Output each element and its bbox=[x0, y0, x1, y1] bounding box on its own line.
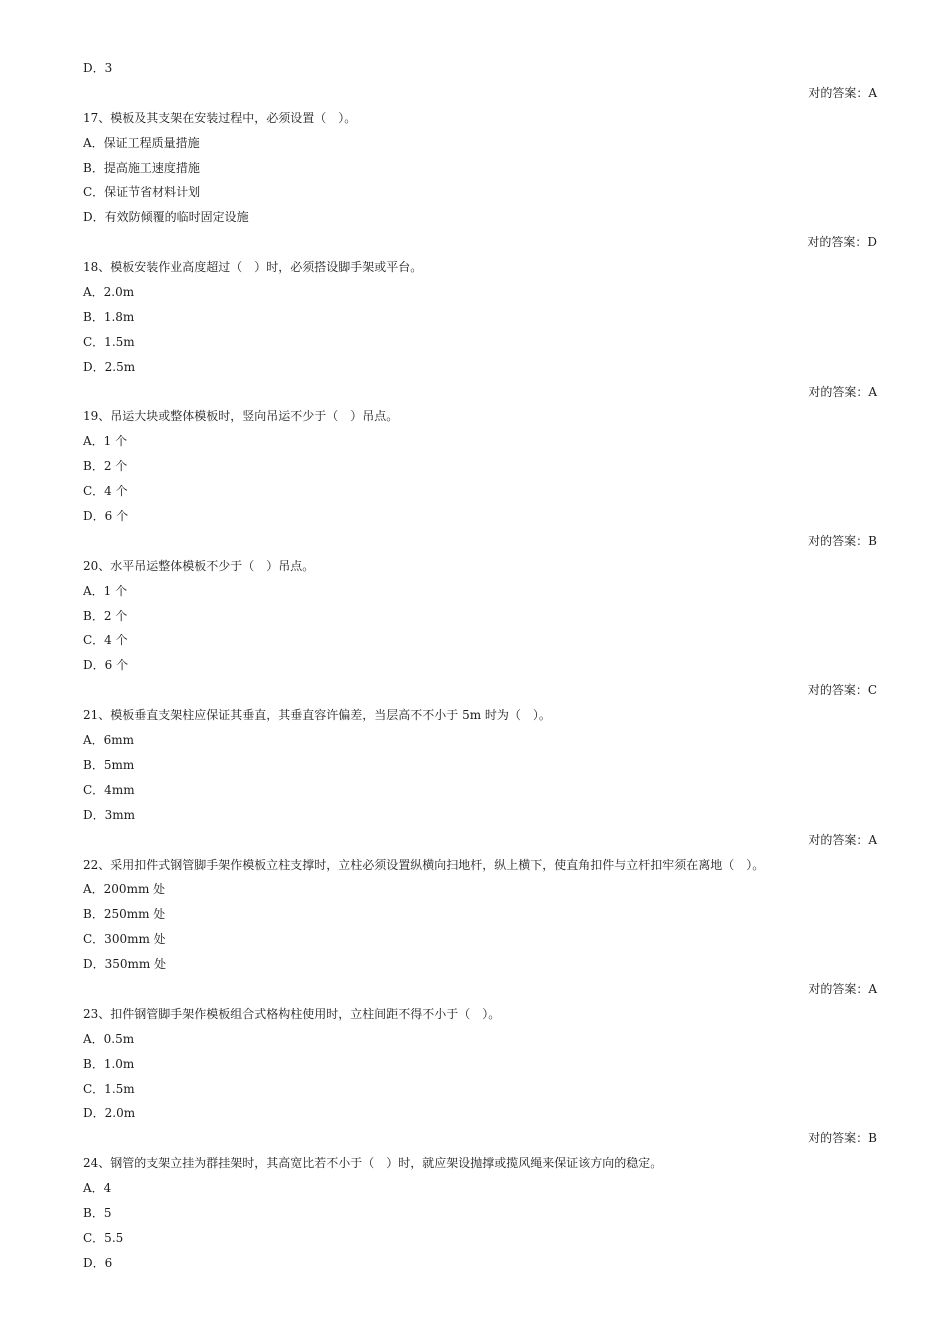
option-d: D．2.0m bbox=[83, 1106, 136, 1121]
option-a: A．1 个 bbox=[83, 583, 128, 598]
answer-label: 对的答案：C bbox=[807, 683, 877, 698]
document-page bbox=[83, 56, 877, 1276]
option-a: A．4 bbox=[83, 1181, 112, 1196]
option-a: A．保证工程质量措施 bbox=[83, 135, 200, 150]
option-d: D．3mm bbox=[83, 807, 136, 822]
answer-label: 对的答案：A bbox=[808, 384, 877, 399]
question-stem: 17、模板及其支架在安装过程中，必须设置（ ）。 bbox=[83, 110, 357, 125]
question-block bbox=[83, 1151, 877, 1275]
option-b: B．2 个 bbox=[83, 459, 128, 474]
question-block bbox=[83, 255, 877, 404]
option-b: B．1.8m bbox=[83, 309, 135, 324]
option-d: D．2.5m bbox=[83, 359, 136, 374]
option-b: B．1.0m bbox=[83, 1056, 135, 1071]
question-stem: 18、模板安装作业高度超过（ ）时，必须搭设脚手架或平台。 bbox=[83, 260, 423, 275]
option-b: B．250mm 处 bbox=[83, 907, 166, 922]
question-stem: 21、模板垂直支架柱应保证其垂直，其垂直容许偏差，当层高不不小于 5m 时为（ ）。 bbox=[83, 708, 551, 723]
option-a: A．0.5m bbox=[83, 1031, 135, 1046]
option-d: D．6 个 bbox=[83, 509, 129, 524]
option-c: C．4mm bbox=[83, 782, 135, 797]
option-a: A．200mm 处 bbox=[83, 882, 166, 897]
question-stem: 19、吊运大块或整体模板时，竖向吊运不少于（ ）吊点。 bbox=[83, 409, 399, 424]
question-stem: 22、采用扣件式钢管脚手架作模板立柱支撑时，立柱必须设置纵横向扫地杆，纵上横下，使直角扣件与立杆扣牢须在离地（ ）。 bbox=[83, 857, 765, 872]
option-c: C．4 个 bbox=[83, 484, 128, 499]
option-d: D．6 个 bbox=[83, 658, 129, 673]
option-b: B．提高施工速度措施 bbox=[83, 160, 200, 175]
option-c: C．5.5 bbox=[83, 1230, 124, 1245]
option-c: C．1.5m bbox=[83, 1081, 135, 1096]
question-stem: 23、扣件钢管脚手架作模板组合式格构柱使用时，立柱间距不得不小于（ ）。 bbox=[83, 1006, 501, 1021]
option-c: C．4 个 bbox=[83, 633, 128, 648]
option-d: D．6 bbox=[83, 1255, 113, 1270]
question-stem: 20、水平吊运整体模板不少于（ ）吊点。 bbox=[83, 558, 315, 573]
option-a: A．1 个 bbox=[83, 434, 128, 449]
option-b: B．2 个 bbox=[83, 608, 128, 623]
option-c: C．1.5m bbox=[83, 334, 135, 349]
option-d: D．3 bbox=[83, 61, 113, 75]
option-a: A．2.0m bbox=[83, 285, 135, 300]
answer-label: 对的答案：A bbox=[808, 85, 877, 100]
answer-label: 对的答案：D bbox=[807, 235, 877, 250]
option-d: D．有效防倾覆的临时固定设施 bbox=[83, 210, 249, 225]
question-block bbox=[83, 554, 877, 703]
answer-label: 对的答案：B bbox=[808, 533, 877, 548]
option-b: B．5mm bbox=[83, 757, 135, 772]
question-block bbox=[83, 1002, 877, 1151]
question-block bbox=[83, 404, 877, 553]
answer-label: 对的答案：A bbox=[808, 981, 877, 996]
option-a: A．6mm bbox=[83, 733, 135, 748]
option-c: C．保证节省材料计划 bbox=[83, 185, 201, 200]
question-stem: 24、钢管的支架立挂为群挂架时，其高宽比若不小于（ ）时，就应架设抛撑或揽风绳来保证该方向的稳定。 bbox=[83, 1156, 663, 1171]
answer-label: 对的答案：B bbox=[808, 1131, 877, 1146]
option-d: D．350mm 处 bbox=[83, 957, 167, 972]
answer-label: 对的答案：A bbox=[808, 832, 877, 847]
question-list bbox=[83, 106, 877, 1276]
option-b: B．5 bbox=[83, 1205, 112, 1220]
option-c: C．300mm 处 bbox=[83, 932, 166, 947]
question-block bbox=[83, 853, 877, 1002]
question-block bbox=[83, 703, 877, 852]
question-block bbox=[83, 106, 877, 255]
